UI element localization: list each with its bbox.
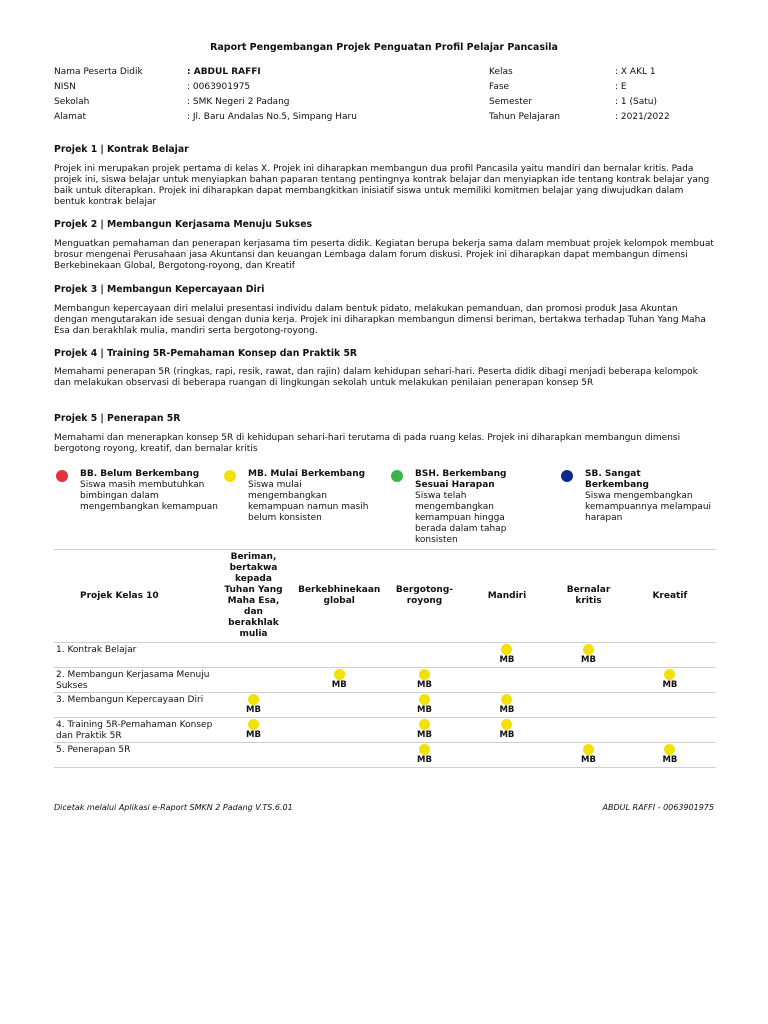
row-project-name: 5. Penerapan 5R (54, 743, 217, 768)
grade-marker (662, 669, 677, 690)
yellow-circle-icon (501, 694, 512, 705)
header-beriman: Beriman, bertakwa kepada Tuhan Yang Maha Esa, dan berakhlak mulia (217, 550, 290, 643)
grade-marker (417, 744, 432, 765)
cell-mandiri (461, 643, 554, 668)
grade-label: MB (581, 755, 596, 765)
cell-kreatif (624, 718, 716, 743)
grade-label: MB (417, 730, 432, 740)
cell-beriman (217, 643, 290, 668)
project-1-description: Projek ini merupakan projek pertama di kelas X. Projek ini diharapkan membangun dua profil Pancasila yaitu mandiri dan bernalar kritis. Pada projek ini, siswa belajar untuk menyiapkan bahan paparan tentang pentingnya kontrak belajar dan menyiapkan ide tentang kontrak belajar yang baik untuk diterapkan. Projek ini diharapkan dapat membangkitkan inisiatif siswa untuk memiliki komitmen belajar yang diwujudkan dalam bentuk kontrak belajar (54, 164, 710, 207)
grade-label: MB (331, 680, 347, 690)
identity-label-phase: Fase (489, 82, 510, 92)
grade-marker (499, 719, 514, 740)
cell-berkebhinekaan (290, 743, 388, 768)
yellow-circle-icon (664, 669, 675, 680)
row-project-name: 4. Training 5R-Pemahaman Konsep dan Praktik 5R (54, 718, 217, 743)
grade-marker (499, 694, 514, 715)
cell-bergotong-royong (388, 743, 460, 768)
identity-label-name: Nama Peserta Didik (54, 67, 143, 77)
cell-kreatif (624, 693, 716, 718)
grade-marker (417, 669, 432, 690)
table-row (54, 718, 716, 743)
legend-bsh-title: BSH. Berkembang Sesuai Harapan (415, 469, 507, 490)
grade-label: MB (662, 755, 678, 765)
identity-value-semester: : 1 (Satu) (615, 97, 657, 107)
cell-beriman (217, 693, 290, 718)
legend-bb-desc: Siswa masih membutuhkan bimbingan dalam mengembangkan kemampuan (80, 480, 218, 512)
legend-mb-title: MB. Mulai Berkembang (248, 469, 366, 479)
yellow-circle-icon (224, 470, 236, 482)
cell-berkebhinekaan (290, 693, 388, 718)
yellow-circle-icon (501, 644, 512, 655)
yellow-circle-icon (419, 744, 430, 755)
cell-berkebhinekaan (290, 718, 388, 743)
table-row (54, 743, 716, 768)
assessment-table (54, 549, 716, 768)
grade-label: MB (417, 705, 432, 715)
cell-mandiri (461, 718, 554, 743)
yellow-circle-icon (419, 694, 430, 705)
identity-label-nisn: NISN (54, 82, 76, 92)
identity-value-phase: : E (615, 82, 627, 92)
grade-marker (499, 644, 514, 665)
grade-marker (662, 744, 677, 765)
cell-kreatif (624, 643, 716, 668)
yellow-circle-icon (583, 644, 594, 655)
navy-circle-icon (561, 470, 573, 482)
project-4-heading: Projek 4 | Training 5R-Pemahaman Konsep dan Praktik 5R (54, 348, 358, 359)
grade-label: MB (499, 655, 515, 665)
identity-label-school: Sekolah (54, 97, 90, 107)
project-2-description: Menguatkan pemahaman dan penerapan kerjasama tim peserta didik. Kegiatan berupa bekerja sama dalam membuat projek kelompok membuat brosur mengenai Perusahaan jasa Akuntansi dan keuangan Lembaga dalam forum diskusi. Projek ini diharapkan dapat membangun dimensi Berkebinekaan Global, Bergotong-royong, dan Kreatif (54, 239, 714, 271)
cell-bernalar-kritis (553, 668, 624, 693)
project-1-heading: Projek 1 | Kontrak Belajar (54, 144, 189, 155)
header-project: Projek Kelas 10 (54, 550, 217, 643)
yellow-circle-icon (501, 719, 512, 730)
yellow-circle-icon (248, 719, 259, 730)
identity-label-semester: Semester (489, 97, 533, 107)
table-row (54, 668, 716, 693)
cell-beriman (217, 668, 290, 693)
yellow-circle-icon (248, 694, 259, 705)
project-3-description: Membangun kepercayaan diri melalui presentasi individu dalam bentuk pidato, melakukan pemanduan, dan promosi produk Jasa Akuntan dengan mengutarakan ide sesuai dengan dunia kerja. Projek ini diharapkan membangun dimensi beriman, bertakwa terhadap Tuhan Yang Maha Esa dan berakhlak mulia, mandiri serta bergotong-royong. (54, 304, 706, 336)
cell-bernalar-kritis (553, 743, 624, 768)
legend-bsh-desc: Siswa telah mengembangkan kemampuan hingga berada dalam tahap konsisten (415, 491, 507, 545)
project-2-heading: Projek 2 | Membangun Kerjasama Menuju Sukses (54, 219, 313, 230)
grade-label: MB (499, 730, 515, 740)
grade-marker (581, 644, 596, 665)
legend-mb-desc: Siswa mulai mengembangkan kemampuan namun masih belum konsisten (248, 480, 369, 523)
legend-sb-title: SB. Sangat Berkembang (585, 469, 649, 490)
grade-label: MB (581, 655, 596, 665)
header-mandiri: Mandiri (461, 550, 554, 643)
yellow-circle-icon (419, 719, 430, 730)
legend-bb-title: BB. Belum Berkembang (80, 469, 200, 479)
grade-marker (581, 744, 596, 765)
footer-print-info: Dicetak melalui Aplikasi e-Raport SMKN 2 Padang V.TS.6.01 (54, 803, 293, 812)
legend-sb-desc: Siswa mengembangkan kemampuannya melampaui harapan (585, 491, 712, 523)
table-row (54, 693, 716, 718)
identity-value-nisn: : 0063901975 (187, 82, 251, 92)
grade-label: MB (417, 755, 432, 765)
grade-marker (332, 669, 347, 690)
yellow-circle-icon (664, 744, 675, 755)
cell-mandiri (461, 668, 554, 693)
yellow-circle-icon (334, 669, 345, 680)
red-circle-icon (56, 470, 68, 482)
project-3-heading: Projek 3 | Membangun Kepercayaan Diri (54, 284, 265, 295)
cell-kreatif (624, 743, 716, 768)
grade-label: MB (246, 705, 261, 715)
grade-label: MB (417, 680, 432, 690)
cell-bernalar-kritis (553, 718, 624, 743)
cell-mandiri (461, 693, 554, 718)
yellow-circle-icon (583, 744, 594, 755)
grade-marker (246, 694, 261, 715)
grade-marker (246, 719, 261, 740)
row-project-name: 3. Membangun Kepercayaan Diri (54, 693, 217, 718)
cell-bergotong-royong (388, 643, 460, 668)
identity-label-class: Kelas (489, 67, 513, 77)
cell-beriman (217, 743, 290, 768)
cell-bergotong-royong (388, 668, 460, 693)
cell-kreatif (624, 668, 716, 693)
identity-label-year: Tahun Pelajaran (489, 112, 561, 122)
cell-beriman (217, 718, 290, 743)
header-kreatif: Kreatif (624, 550, 716, 643)
cell-bernalar-kritis (553, 693, 624, 718)
cell-mandiri (461, 743, 554, 768)
row-project-name: 2. Membangun Kerjasama Menuju Sukses (54, 668, 217, 693)
identity-label-address: Alamat (54, 112, 86, 122)
project-5-heading: Projek 5 | Penerapan 5R (54, 413, 181, 424)
report-title: Raport Pengembangan Projek Penguatan Profil Pelajar Pancasila (210, 42, 558, 53)
cell-bergotong-royong (388, 693, 460, 718)
grade-marker (417, 694, 432, 715)
header-berkebhinekaan: Berkebhinekaan global (290, 550, 388, 643)
grade-marker (417, 719, 432, 740)
project-5-description: Memahami dan menerapkan konsep 5R di kehidupan sehari-hari terutama di pada ruang kelas. Projek ini diharapkan membangun dimensi bergotong royong, kreatif, dan bernalar kritis (54, 433, 681, 454)
identity-value-school: : SMK Negeri 2 Padang (187, 97, 290, 107)
green-circle-icon (391, 470, 403, 482)
table-header-row (54, 550, 716, 643)
cell-berkebhinekaan (290, 668, 388, 693)
grade-label: MB (246, 730, 261, 740)
footer-student-id: ABDUL RAFFI - 0063901975 (602, 803, 714, 812)
identity-value-name: : ABDUL RAFFI (187, 67, 261, 77)
cell-berkebhinekaan (290, 643, 388, 668)
identity-value-address: : Jl. Baru Andalas No.5, Simpang Haru (187, 112, 357, 122)
row-project-name: 1. Kontrak Belajar (54, 643, 217, 668)
grade-label: MB (662, 680, 678, 690)
yellow-circle-icon (419, 669, 430, 680)
header-bernalar-kritis: Bernalar kritis (553, 550, 624, 643)
identity-value-class: : X AKL 1 (615, 67, 656, 77)
identity-value-year: : 2021/2022 (615, 112, 670, 122)
cell-bernalar-kritis (553, 643, 624, 668)
table-row (54, 643, 716, 668)
cell-bergotong-royong (388, 718, 460, 743)
grade-label: MB (499, 705, 515, 715)
header-bergotong-royong: Bergotong-royong (388, 550, 460, 643)
project-4-description: Memahami penerapan 5R (ringkas, rapi, resik, rawat, dan rajin) dalam kehidupan sehari-hari. Peserta didik dibagi menjadi beberapa kelompok dan melakukan observasi di beberapa ruangan di lingkungan sekolah untuk melakukan penilaian penerapan konsep 5R (54, 367, 698, 388)
